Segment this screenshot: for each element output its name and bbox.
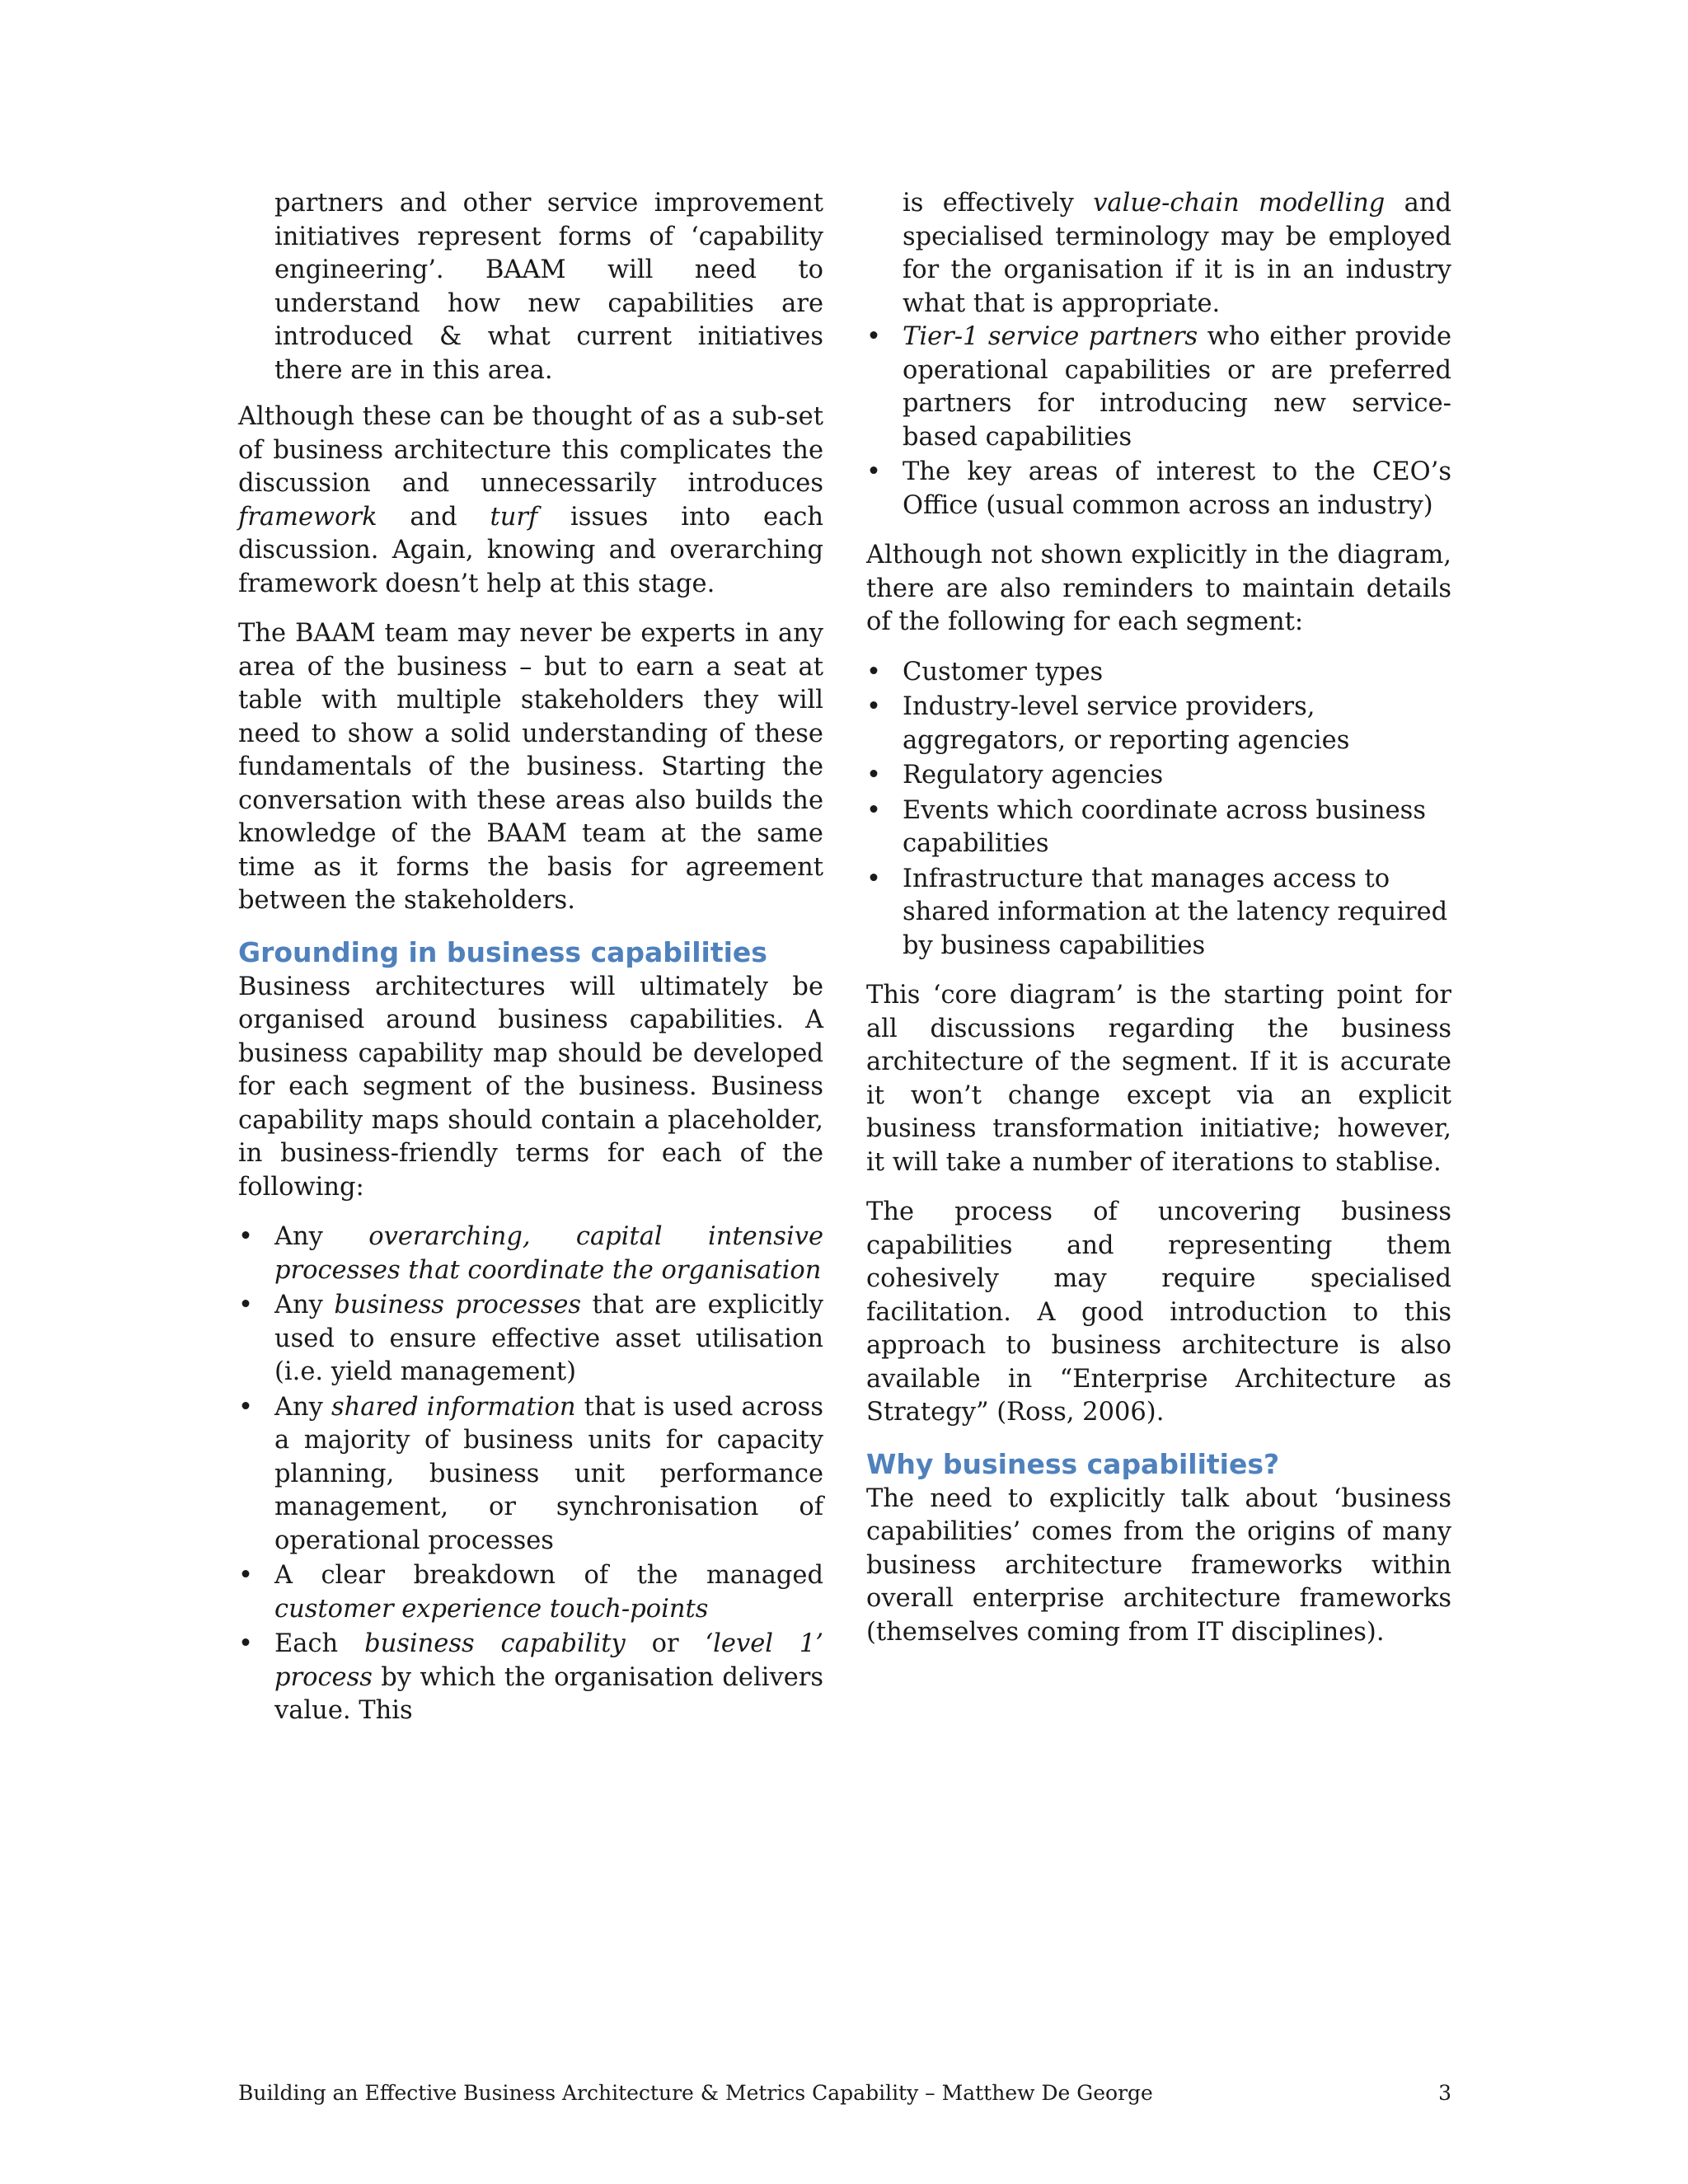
right-column	[866, 187, 1451, 1666]
list-item	[866, 321, 1451, 454]
text-run: A clear breakdown of the managed	[274, 1561, 823, 1590]
text-run: Each	[274, 1629, 365, 1658]
italic-run: shared information	[331, 1392, 576, 1422]
list-item	[238, 1559, 823, 1626]
italic-run: value-chain modelling	[1093, 189, 1386, 218]
page-footer	[238, 2079, 1451, 2107]
italic-run: customer experience touch-points	[274, 1594, 709, 1624]
text-run: is effectively	[903, 189, 1094, 218]
text-run: Industry-level service providers, aggregators, or reporting agencies	[903, 692, 1350, 755]
text-run: The process of uncovering business capabilities and representing them cohesively may require specialised facilitation. A good introduction to this approach to business architecture is also available in “Enterprise Architecture as Strategy” (Ross, 2006).	[866, 1197, 1451, 1427]
text-run: Infrastructure that manages access to shared information at the latency required by business capabilities	[903, 864, 1448, 960]
list-item	[238, 1221, 823, 1287]
continued-bullet-text	[866, 187, 1451, 321]
bullet-icon: •	[866, 457, 881, 486]
text-run: issues into each discussion. Again, knowing and overarching framework doesn’t help at this stage.	[238, 502, 823, 598]
text-run: or	[625, 1629, 706, 1658]
paragraph	[238, 401, 823, 601]
left-column	[238, 187, 823, 1745]
page-number: 3	[1438, 2081, 1451, 2105]
bullet-icon: •	[866, 692, 881, 721]
text-run: The need to explicitly talk about ‘business capabilities’ comes from the origins of many business architecture frameworks within overall enterprise architecture frameworks (themselves coming from IT disciplines).	[866, 1483, 1451, 1647]
italic-run: business processes	[334, 1291, 582, 1319]
paragraph	[866, 539, 1451, 640]
list-item	[866, 794, 1451, 861]
bullet-list	[866, 656, 1451, 963]
continued-bullet-text	[238, 187, 823, 387]
text-run: The key areas of interest to the CEO’s Office (usual common across an industry)	[903, 457, 1451, 520]
section-heading-why: Why business capabilities?	[866, 1447, 1280, 1480]
text-run: Customer types	[903, 657, 1104, 687]
list-item	[866, 656, 1451, 690]
italic-run: ‘level 1’ process	[274, 1629, 823, 1692]
text-run: by which the organisation delivers value. This	[274, 1662, 823, 1725]
text-run: Although not shown explicitly in the diagram, there are also reminders to maintain details of the following for each segment:	[866, 541, 1451, 636]
bullet-list	[866, 321, 1451, 523]
bullet-icon: •	[866, 657, 881, 687]
paragraph	[238, 971, 823, 1205]
italic-run: Tier-1 service partners	[903, 322, 1198, 351]
text-run: partners and other service improvement initiatives represent forms of ‘capability engineering’. BAAM will need to understand how new capabilities are introduced & what current initiatives there are in this area.	[274, 189, 823, 385]
bullet-icon: •	[866, 795, 881, 825]
text-run: Although these can be thought of as a sub-set of business architecture this complicates the discussion and unnecessarily introduces	[238, 402, 823, 498]
bullet-icon: •	[238, 1392, 253, 1422]
bullet-list	[238, 1221, 823, 1728]
text-run: Events which coordinate across business capabilities	[903, 795, 1426, 858]
italic-run: overarching, capital intensive processes that coordinate the organisation	[274, 1222, 823, 1285]
list-item	[238, 1628, 823, 1728]
bullet-icon: •	[866, 322, 881, 351]
italic-run: framework	[238, 502, 377, 532]
italic-run: business capability	[364, 1629, 626, 1658]
text-run: who either provide operational capabilities or are preferred partners for introducing new service-based capabilities	[903, 322, 1452, 452]
italic-run: turf	[490, 502, 538, 532]
text-run: Any	[274, 1392, 331, 1422]
text-run: and	[377, 502, 490, 532]
bullet-icon: •	[238, 1629, 253, 1658]
text-run: Any	[274, 1222, 369, 1251]
paragraph	[866, 979, 1451, 1179]
text-run: This ‘core diagram’ is the starting point for all discussions regarding the business architecture of the segment. If it is accurate it won’t change except via an explicit business transformation initiative; however, it will take a number of iterations to stablise.	[866, 981, 1451, 1177]
list-item	[866, 691, 1451, 757]
text-run: Regulatory agencies	[903, 761, 1164, 790]
list-item	[866, 863, 1451, 963]
text-run: The BAAM team may never be experts in any area of the business – but to earn a seat at table with multiple stakeholders they will need to show a solid understanding of these fundamentals of the business. Starting the conversation with these areas also builds the knowledge of the BAAM team at the same time as it forms the basis for agreement between the stakeholders.	[238, 619, 823, 915]
text-run: and specialised terminology may be employed for the organisation if it is in an industry what that is appropriate.	[903, 189, 1451, 318]
list-item	[238, 1391, 823, 1558]
bullet-icon: •	[866, 761, 881, 790]
text-run: Any	[274, 1291, 335, 1319]
paragraph	[238, 617, 823, 918]
list-item	[866, 456, 1451, 523]
paragraph	[866, 1483, 1451, 1650]
bullet-icon: •	[238, 1561, 253, 1590]
bullet-icon: •	[238, 1222, 253, 1251]
section-heading-grounding: Grounding in business capabilities	[238, 935, 767, 968]
text-run: that is used across a majority of business units for capacity planning, business unit performance management, or synchronisation of operational processes	[274, 1392, 823, 1555]
footer-title: Building an Effective Business Architecture & Metrics Capability – Matthew De George	[238, 2081, 1153, 2105]
text-run: Business architectures will ultimately be organised around business capabilities. A business capability map should be developed for each segment of the business. Business capability maps should contain a placeholder, in business-friendly terms for each of the following:	[238, 972, 823, 1202]
paragraph	[866, 1196, 1451, 1430]
text-run: that are explicitly used to ensure effective asset utilisation (i.e. yield management)	[274, 1291, 823, 1386]
bullet-icon: •	[238, 1291, 253, 1319]
list-item	[238, 1289, 823, 1390]
bullet-icon: •	[866, 864, 881, 893]
list-item	[866, 759, 1451, 793]
